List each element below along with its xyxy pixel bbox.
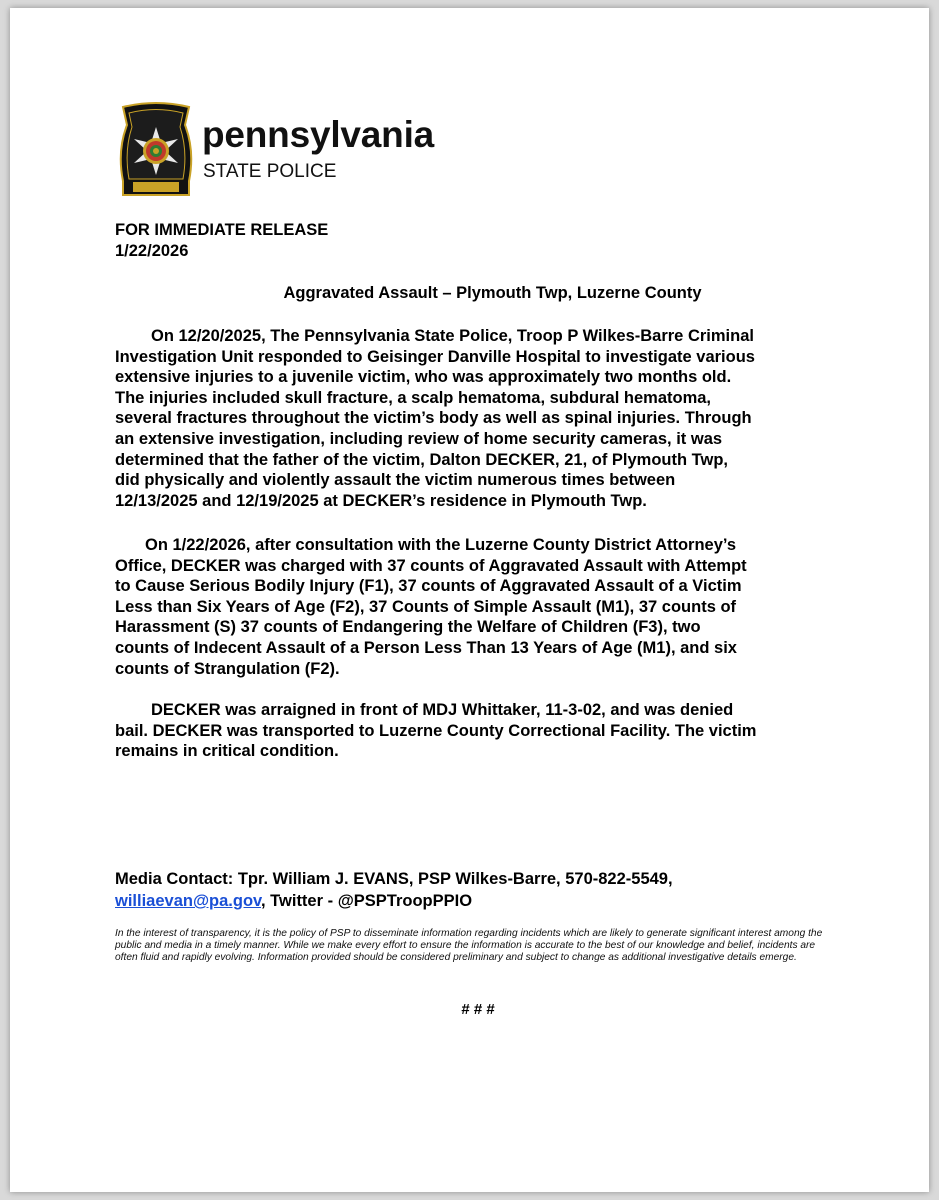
contact-email-link[interactable]: williaevan@pa.gov bbox=[115, 892, 261, 910]
paragraph-line: an extensive investigation, including review of home security cameras, it was bbox=[115, 429, 723, 448]
paragraph-line: Investigation Unit responded to Geisinger Danville Hospital to investigate various bbox=[115, 347, 755, 366]
paragraph-line: counts of Indecent Assault of a Person Less Than 13 Years of Age (M1), and six bbox=[115, 638, 737, 657]
paragraph-line: On 12/20/2025, The Pennsylvania State Police, Troop P Wilkes-Barre Criminal bbox=[151, 327, 754, 345]
release-header bbox=[115, 220, 328, 262]
paragraph-line: On 1/22/2026, after consultation with the Luzerne County District Attorney’s bbox=[145, 536, 737, 554]
transparency-disclaimer: In the interest of transparency, it is the policy of PSP to disseminate information regarding incidents which are likely to generate significant interest among the public and media in a timely manner. While we make every effort to ensure the information is accurate to the best of our knowledge and belief, incidents are often fluid and rapidly evolving. Information provided should be considered preliminary and subject to change as additional investigative details emerge. bbox=[115, 928, 823, 964]
contact-line-1: Media Contact: Tpr. William J. EVANS, PSP Wilkes-Barre, 570-822-5549, bbox=[115, 870, 673, 888]
paragraph-line: to Cause Serious Bodily Injury (F1), 37 counts of Aggravated Assault of a Victim bbox=[115, 577, 742, 596]
release-date: 1/22/2026 bbox=[115, 242, 189, 260]
paragraph-1 bbox=[115, 326, 855, 511]
paragraph-line: extensive injuries to a juvenile victim, who was approximately two months old. bbox=[115, 368, 732, 387]
end-mark: # # # bbox=[461, 1001, 495, 1018]
psp-badge-icon bbox=[115, 101, 197, 199]
release-label: FOR IMMEDIATE RELEASE bbox=[115, 221, 329, 239]
paragraph-line: Harassment (S) 37 counts of Endangering the Welfare of Children (F3), two bbox=[115, 618, 701, 637]
brand-name: pennsylvania bbox=[202, 114, 435, 155]
paragraph-line: several fractures throughout the victim’s body as well as spinal injuries. Through bbox=[115, 409, 752, 428]
media-contact bbox=[115, 868, 673, 912]
paragraph-line: counts of Strangulation (F2). bbox=[115, 659, 340, 678]
paragraph-3 bbox=[115, 700, 855, 762]
paragraph-line: The injuries included skull fracture, a scalp hematoma, subdural hematoma, bbox=[115, 388, 711, 407]
paragraph-line: did physically and violently assault the victim numerous times between bbox=[115, 471, 676, 490]
paragraph-line: DECKER was arraigned in front of MDJ Whittaker, 11-3-02, and was denied bbox=[151, 701, 734, 719]
brand-subtitle: STATE POLICE bbox=[203, 161, 337, 182]
paragraph-line: 12/13/2025 and 12/19/2025 at DECKER’s residence in Plymouth Twp. bbox=[115, 491, 647, 510]
paragraph-line: Office, DECKER was charged with 37 counts of Aggravated Assault with Attempt bbox=[115, 556, 747, 575]
paragraph-line: bail. DECKER was transported to Luzerne County Correctional Facility. The victim bbox=[115, 721, 757, 740]
headline: Aggravated Assault – Plymouth Twp, Luzerne County bbox=[283, 284, 702, 302]
contact-line-2 bbox=[115, 890, 673, 912]
paragraph-line: remains in critical condition. bbox=[115, 742, 339, 761]
paragraph-line: Less than Six Years of Age (F2), 37 Counts of Simple Assault (M1), 37 counts of bbox=[115, 597, 737, 616]
paragraph-2 bbox=[115, 535, 855, 679]
press-release-page bbox=[10, 8, 929, 1192]
paragraph-line: determined that the father of the victim, Dalton DECKER, 21, of Plymouth Twp, bbox=[115, 450, 728, 469]
contact-twitter: , Twitter - @PSPTroopPPIO bbox=[261, 892, 473, 910]
